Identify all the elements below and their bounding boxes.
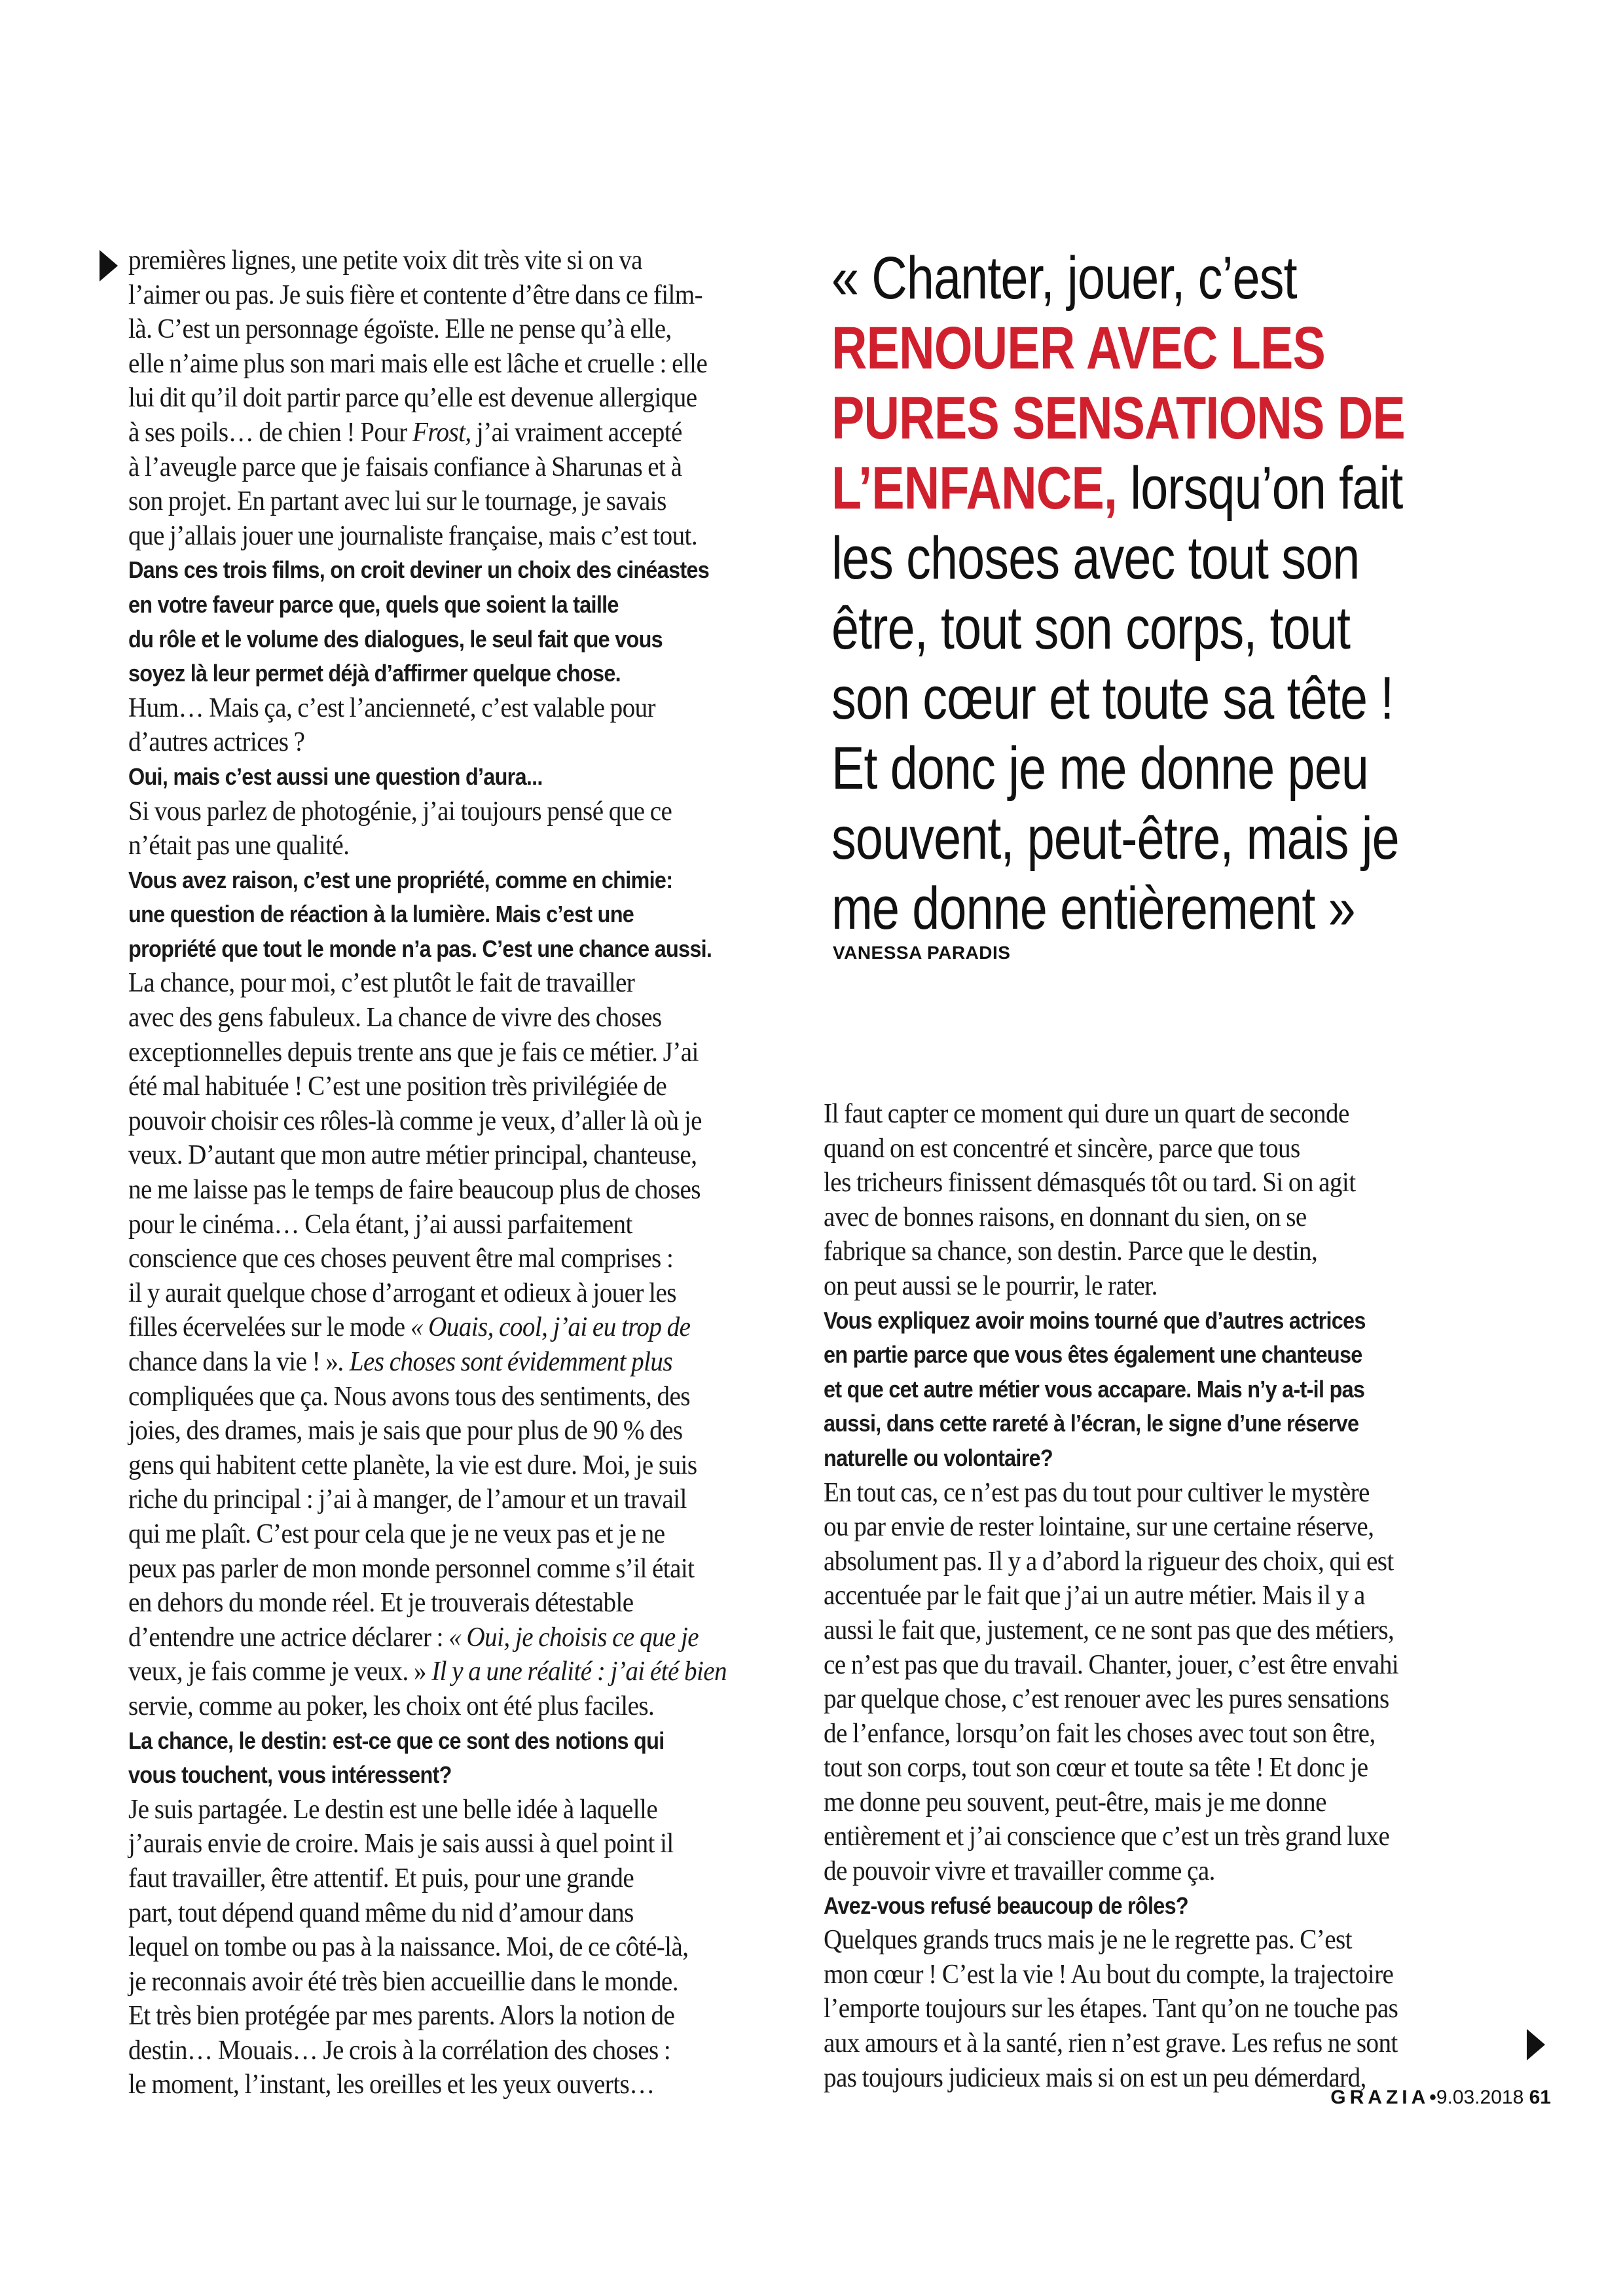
text-line: en votre faveur parce que, quels que soient la taille	[128, 590, 619, 618]
text-line: La chance, le destin: est-ce que ce sont des notions qui	[128, 1727, 665, 1754]
text-line: avec de bonnes raisons, en donnant du sien, on se	[824, 1202, 1307, 1232]
pull-quote-line	[831, 314, 1551, 384]
pull-quote-line	[831, 454, 1551, 524]
text-line: Dans ces trois films, on croit deviner un choix des cinéastes	[128, 556, 710, 584]
interview-answer	[128, 243, 822, 553]
pull-quote	[831, 243, 1551, 944]
text-line: La chance, pour moi, c’est plutôt le fait de travailler	[128, 968, 635, 999]
text-line: par quelque chose, c’est renouer avec les pures sensations	[824, 1684, 1389, 1715]
issue-date: 9.03.2018	[1436, 2087, 1524, 2108]
pull-quote-text: être, tout son corps, tout	[831, 595, 1351, 662]
text-line: été mal habituée ! C’est une position très privilégiée de	[128, 1071, 667, 1102]
pull-quote-text: lorsqu’on fait	[1117, 455, 1403, 522]
italic-quote: « Oui, je choisis ce que je	[448, 1622, 699, 1653]
text-line: j’aurais envie de croire. Mais je sais aussi à quel point il	[128, 1829, 674, 1859]
text-line: Vous avez raison, c’est une propriété, comme en chimie:	[128, 866, 673, 893]
footer-separator: •	[1429, 2087, 1436, 2108]
interview-answer	[128, 1793, 822, 2102]
text-line: de l’enfance, lorsqu’on fait les choses avec tout son être,	[824, 1718, 1376, 1749]
text-line: l’emporte toujours sur les étapes. Tant qu’on ne touche pas	[824, 1994, 1398, 2024]
text-line: à ses poils… de chien ! Pour Frost, j’ai vraiment accepté	[128, 417, 682, 448]
pull-quote-text: son cœur et toute sa tête !	[831, 665, 1394, 732]
text-line: Avez-vous refusé beaucoup de rôles?	[824, 1892, 1188, 1919]
text-line: me donne peu souvent, peut-être, mais je me donne	[824, 1787, 1326, 1818]
text-line: quand on est concentré et sincère, parce que tous	[824, 1133, 1300, 1164]
pull-quote-text: souvent, peut-être, mais je	[831, 805, 1399, 872]
text-line: qui me plaît. C’est pour cela que je ne veux pas et je ne	[128, 1518, 665, 1549]
continue-next-page-marker-icon[interactable]	[1527, 2029, 1545, 2060]
interview-answer	[824, 1476, 1518, 1889]
text-line: en dehors du monde réel. Et je trouverais détestable	[128, 1588, 634, 1619]
text-line: Je suis partagée. Le destin est une belle idée à laquelle	[128, 1794, 658, 1825]
left-column	[128, 243, 822, 2102]
pull-quote-text: les choses avec tout son	[831, 525, 1360, 592]
continued-from-marker-icon	[100, 250, 118, 281]
text-line: d’autres actrices ?	[128, 727, 305, 758]
pull-quote-line	[831, 804, 1551, 874]
text-line: Hum… Mais ça, c’est l’ancienneté, c’est valable pour	[128, 692, 656, 723]
text-line: joies, des drames, mais je sais que pour plus de 90 % des	[128, 1416, 683, 1446]
text-line: n’était pas une qualité.	[128, 831, 350, 861]
text-line: son projet. En partant avec lui sur le tournage, je savais	[128, 486, 666, 517]
text-line: elle n’aime plus son mari mais elle est lâche et cruelle : elle	[128, 348, 708, 379]
text-line: part, tout dépend quand même du nid d’amour dans	[128, 1897, 634, 1928]
interview-question	[128, 553, 824, 691]
pull-quote-highlight: PURES SENSATIONS DE	[831, 385, 1405, 452]
text-line: fabrique sa chance, son destin. Parce que le destin,	[824, 1236, 1318, 1267]
text-line: là. C’est un personnage égoïste. Elle ne pense qu’à elle,	[128, 314, 672, 345]
text-line: servie, comme au poker, les choix ont été plus faciles.	[128, 1691, 655, 1721]
text-line: Si vous parlez de photogénie, j’ai toujours pensé que ce	[128, 796, 672, 827]
interview-question	[128, 1724, 824, 1793]
text-line: conscience que ces choses peuvent être mal comprises :	[128, 1244, 674, 1274]
interview-question	[824, 1889, 1519, 1924]
pull-quote-line	[831, 664, 1551, 734]
text-line: compliquées que ça. Nous avons tous des sentiments, des	[128, 1381, 690, 1412]
italic-quote: Il y a une réalité : j’ai été bien	[426, 1657, 727, 1687]
page-number: 61	[1529, 2087, 1551, 2108]
pull-quote-line	[831, 594, 1551, 664]
italic-quote: . Les choses sont évidemment plus	[338, 1347, 673, 1377]
text-line: du rôle et le volume des dialogues, le seul fait que vous	[128, 625, 663, 653]
interview-answer	[128, 795, 822, 863]
text-line: que j’allais jouer une journaliste française, mais c’est tout.	[128, 520, 698, 551]
text-line: destin… Mouais… Je crois à la corrélation des choses :	[128, 2035, 671, 2066]
text-line: Quelques grands trucs mais je ne le regrette pas. C’est	[824, 1925, 1352, 1956]
text-line: Il faut capter ce moment qui dure un quart de seconde	[824, 1099, 1349, 1129]
text-line: Et très bien protégée par mes parents. Alors la notion de	[128, 2001, 675, 2032]
text-line: d’entendre une actrice déclarer : « Oui, je choisis ce que je	[128, 1622, 699, 1653]
interview-answer	[824, 1097, 1518, 1304]
text-line: lui dit qu’il doit partir parce qu’elle est devenue allergique	[128, 383, 697, 414]
text-line: faut travailler, être attentif. Et puis, pour une grande	[128, 1863, 634, 1893]
text-line: entièrement et j’ai conscience que c’est un très grand luxe	[824, 1821, 1390, 1852]
text-line: avec des gens fabuleux. La chance de vivre des choses	[128, 1003, 662, 1033]
text-line: Oui, mais c’est aussi une question d’aura...	[128, 762, 543, 790]
text-line: gens qui habitent cette planète, la vie est dure. Moi, je suis	[128, 1450, 697, 1480]
text-line: Vous expliquez avoir moins tourné que d’autres actrices	[824, 1306, 1366, 1334]
text-line: mon cœur ! C’est la vie ! Au bout du compte, la trajectoire	[824, 1959, 1394, 1990]
text-line: exceptionnelles depuis trente ans que je fais ce métier. J’ai	[128, 1037, 699, 1067]
text-line: aussi le fait que, justement, ce ne sont pas que des métiers,	[824, 1615, 1395, 1645]
text-line: le moment, l’instant, les oreilles et les yeux ouverts…	[128, 2070, 655, 2100]
text-line: tout son corps, tout son cœur et toute sa tête ! Et donc je	[824, 1753, 1368, 1784]
text-line: une question de réaction à la lumière. Mais c’est une	[128, 901, 634, 928]
text-line: premières lignes, une petite voix dit très vite si on va	[128, 245, 642, 276]
text-line: il y aurait quelque chose d’arrogant et odieux à jouer les	[128, 1278, 676, 1308]
text-line: on peut aussi se le pourrir, le rater.	[824, 1270, 1158, 1301]
text-line: vous touchent, vous intéressent?	[128, 1761, 452, 1789]
text-line: en partie parce que vous êtes également une chanteuse	[824, 1341, 1362, 1369]
pull-quote-line	[831, 524, 1551, 594]
magazine-name: GRAZIA	[1330, 2087, 1430, 2108]
text-line: de pouvoir vivre et travailler comme ça.	[824, 1856, 1215, 1887]
text-line: aux amours et à la santé, rien n’est grave. Les refus ne sont	[824, 2028, 1398, 2059]
text-line: les tricheurs finissent démasqués tôt ou tard. Si on agit	[824, 1168, 1356, 1198]
text-line: à l’aveugle parce que je faisais confiance à Sharunas et à	[128, 452, 682, 482]
text-line: chance dans la vie ! ». Les choses sont évidemment plus	[128, 1347, 673, 1377]
text-line: je reconnais avoir été très bien accueillie dans le monde.	[128, 1966, 678, 1997]
pull-quote-text: me donne entièrement »	[831, 875, 1355, 942]
text-line: naturelle ou volontaire?	[824, 1444, 1053, 1471]
text-line: veux, je fais comme je veux. » Il y a une réalité : j’ai été bien	[128, 1657, 727, 1687]
pull-quote-line	[831, 734, 1551, 804]
text-line: veux. D’autant que mon autre métier principal, chanteuse,	[128, 1140, 697, 1171]
text-line: pouvoir choisir ces rôles-là comme je veux, d’aller là où je	[128, 1105, 702, 1136]
text-line: filles écervelées sur le mode « Ouais, cool, j’ai eu trop de	[128, 1312, 691, 1343]
text-line: pas toujours judicieux mais si on est un peu démerdard,	[824, 2062, 1366, 2093]
text-line: ce n’est pas que du travail. Chanter, jouer, c’est être envahi	[824, 1649, 1399, 1680]
text-line: peux pas parler de mon monde personnel comme s’il était	[128, 1553, 695, 1584]
text-line: accentuée par le fait que j’ai un autre métier. Mais il y a	[824, 1581, 1365, 1611]
interview-question	[128, 760, 824, 795]
interview-question	[824, 1304, 1519, 1476]
text-line: aussi, dans cette rareté à l’écran, le signe d’une réserve	[824, 1410, 1359, 1437]
interview-answer	[128, 966, 822, 1723]
italic-quote: « Ouais, cool, j’ai eu trop de	[410, 1312, 691, 1343]
text-line: absolument pas. Il y a d’abord la rigueur des choix, qui est	[824, 1546, 1394, 1577]
text-line: riche du principal : j’ai à manger, de l’amour et un travail	[128, 1484, 687, 1515]
text-line: soyez là leur permet déjà d’affirmer quelque chose.	[128, 660, 621, 687]
italic-quote: Frost,	[412, 417, 471, 448]
pull-quote-highlight: L’ENFANCE,	[831, 455, 1118, 522]
pull-quote-attribution: VANESSA PARADIS	[833, 942, 1011, 963]
right-column	[824, 1097, 1518, 2095]
pull-quote-line	[831, 384, 1551, 454]
text-line: En tout cas, ce n’est pas du tout pour cultiver le mystère	[824, 1477, 1370, 1508]
interview-answer	[824, 1923, 1518, 2095]
pull-quote-highlight: RENOUER AVEC LES	[831, 315, 1325, 382]
text-line: lequel on tombe ou pas à la naissance. Moi, de ce côté-là,	[128, 1932, 689, 1963]
text-line: propriété que tout le monde n’a pas. C’est une chance aussi.	[128, 935, 712, 962]
pull-quote-text: « Chanter, jouer, c’est	[831, 245, 1297, 312]
pull-quote-line	[831, 243, 1551, 314]
text-line: pour le cinéma… Cela étant, j’ai aussi parfaitement	[128, 1209, 632, 1240]
text-line: et que cet autre métier vous accapare. Mais n’y a-t-il pas	[824, 1375, 1365, 1403]
pull-quote-text: Et donc je me donne peu	[831, 735, 1368, 802]
text-line: l’aimer ou pas. Je suis fière et contente d’être dans ce film-	[128, 279, 703, 310]
text-line: ou par envie de rester lointaine, sur une certaine réserve,	[824, 1512, 1374, 1543]
page-footer	[1330, 2087, 1551, 2109]
pull-quote-line	[831, 874, 1551, 944]
interview-answer	[128, 691, 822, 760]
text-line: ne me laisse pas le temps de faire beaucoup plus de choses	[128, 1175, 701, 1206]
interview-question	[128, 863, 824, 967]
